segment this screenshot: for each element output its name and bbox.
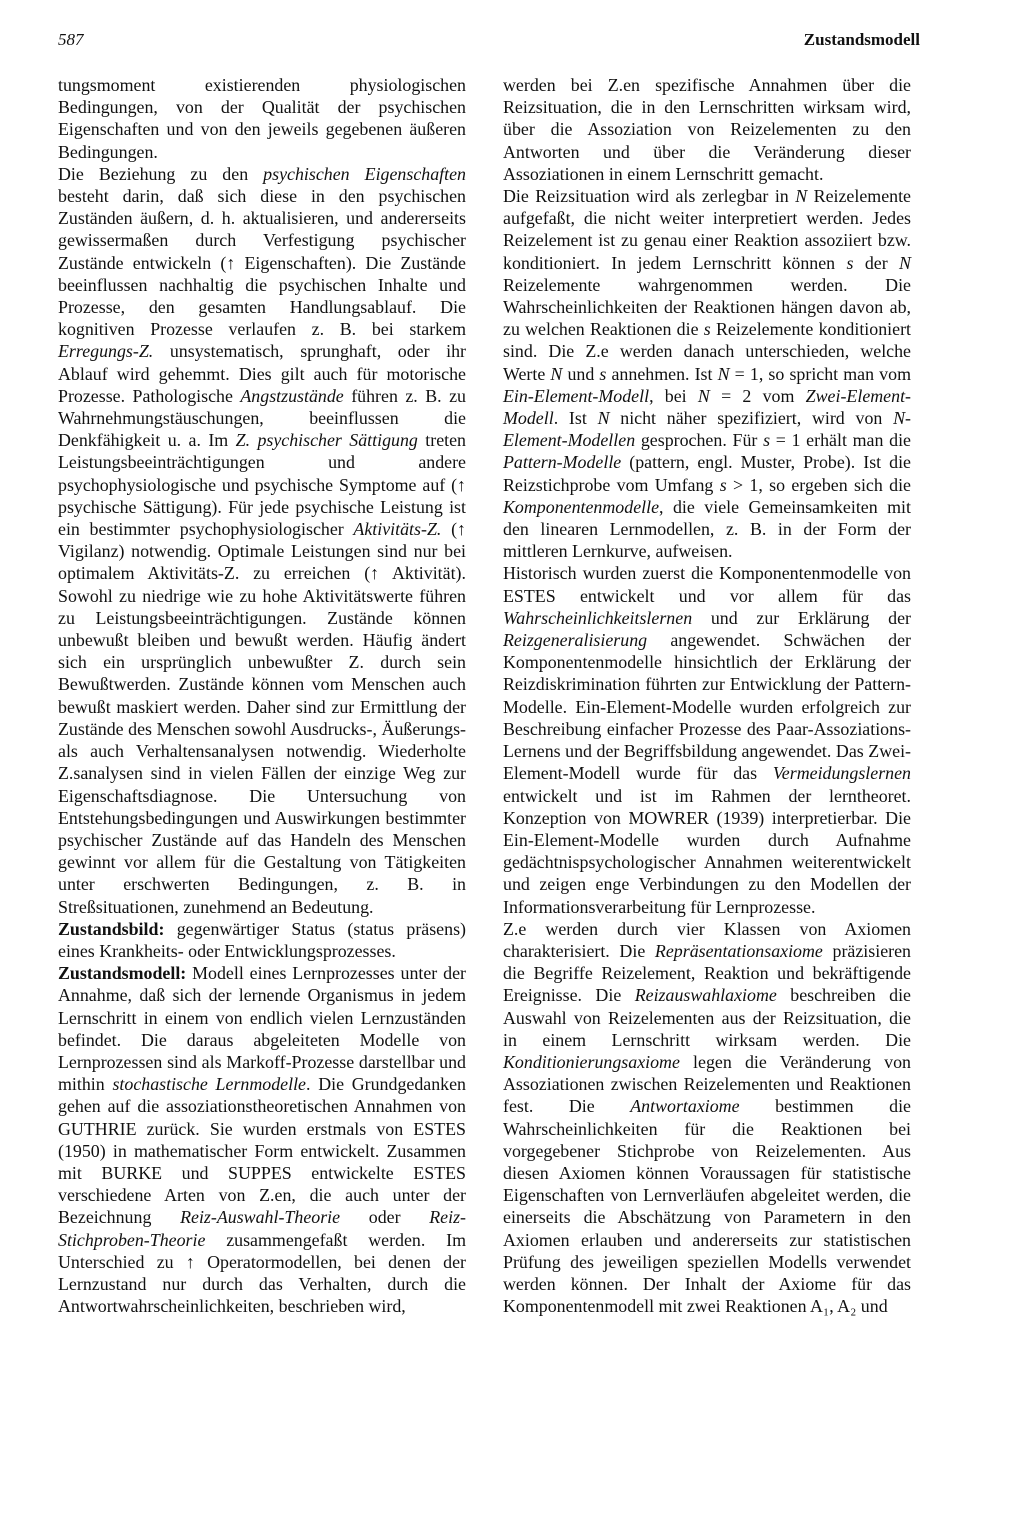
text-run: Modell eines Lernprozesses unter der Annahme, daß sich der lernende Organismus in jedem Lernschritt in einem von endlich vielen Lernzuständen befindet. Die daraus abgeleiteten Modelle von Lernprozessen sind als Markoff-Prozesse darstellbar und mithin (58, 963, 466, 1095)
text-run: gesprochen. Für (635, 430, 764, 451)
italic-term: s (719, 474, 727, 495)
paragraph (503, 185, 911, 562)
paragraph (503, 918, 911, 1318)
page-number: 587 (58, 30, 84, 49)
text-run: und (562, 363, 600, 384)
text-run: führen z. B. zu Wahrnehmungstäuschungen, beeinflussen die Denkfähigkeit u. a. Im (58, 385, 466, 451)
italic-term: Angstzustände (240, 385, 344, 406)
text-run: Reizelemente konditioniert sind. Die Z.e werden danach unterschieden, welche Werte (503, 319, 911, 384)
text-run: Reizelemente wahrgenommen werden. Die Wahrscheinlichkeiten der Reaktionen hängen davon ab, zu welchen Reaktionen die (503, 274, 911, 340)
italic-term: Aktivitäts-Z. (353, 519, 442, 540)
text-run: Die Beziehung zu den (58, 163, 264, 184)
text-run: = 1, so spricht man vom (729, 363, 911, 384)
text-run: Reizelemente aufgefaßt, die nicht weiter interpretiert werden. Jedes Reizelement ist zu genau einer Reaktion assoziiert bzw. konditioniert. In jedem Lernschritt können (503, 186, 911, 273)
text-run: oder (340, 1207, 430, 1228)
text-run: = 1 erhält man die (770, 430, 911, 451)
text-run: = 2 vom (709, 385, 806, 406)
entry-zustandsbild (58, 918, 466, 962)
paragraph (503, 562, 911, 917)
text-run: treten Leistungsbeeinträchtigungen und andere psychophysiologische und psychische Symptome auf (↑ psychische Sättigung). Für jede psychische Leistung ist ein bestimmter psychophysiologischer (58, 430, 466, 540)
italic-term: Antwortaxiome (630, 1096, 740, 1117)
italic-term: stochastische Lernmodelle (112, 1074, 306, 1095)
entry-zustandsmodell (58, 962, 466, 1317)
italic-term: Komponentenmodelle (503, 496, 660, 517)
italic-term: N (550, 363, 563, 384)
italic-term: Z. psychischer Sättigung (235, 430, 418, 451)
right-column (503, 74, 911, 1317)
italic-term: Reizauswahlaxiome (634, 985, 777, 1006)
text-run: > 1, so ergeben sich die (726, 474, 911, 495)
italic-term: s (846, 252, 854, 273)
italic-term: N (899, 252, 911, 273)
italic-term: Reiz-Stichproben-Theorie (58, 1207, 466, 1250)
text-run: gegenwärtiger Status (status präsens) eines Krankheits- oder Entwicklungsprozesses. (58, 918, 466, 961)
italic-term: N-Element-Modellen (503, 408, 911, 451)
italic-term: Pattern-Modelle (503, 452, 622, 473)
text-run: präzisieren die Begriffe Reizelement, Reaktion und bekräftigende Ereignisse. Die (503, 940, 911, 1006)
paragraph (503, 74, 911, 185)
text-run: Z.e werden durch vier Klassen von Axiomen charakterisiert. Die (503, 918, 911, 961)
headword: Zustandsmodell: (58, 963, 187, 984)
italic-term: N (697, 385, 710, 406)
italic-term: s (703, 319, 711, 340)
italic-term: N (795, 186, 808, 207)
italic-term: N (717, 363, 730, 384)
text-run: unsystematisch, sprunghaft, oder ihr Ablauf wird gehemmt. Dies gilt auch für motorische Prozesse. Pathologische (58, 341, 466, 406)
italic-term: Erregungs-Z. (58, 341, 154, 362)
text-run: . Die Grundgedanken gehen auf die assoziationstheoretischen Annahmen von GUTHRIE zurück. Sie wurden erstmals von ESTES (1950) in mathematischer Form entwickelt. Zusammen mit BURKE und SUPPES entwickelte ESTES verschiedene Arten von Z.en, die auch unter der Bezeichnung (58, 1074, 466, 1228)
italic-term: Reizgeneralisierung (503, 630, 648, 651)
text-run: der (853, 252, 900, 273)
italic-term: N (597, 408, 610, 429)
italic-term: Zwei-Element-Modell (503, 385, 911, 429)
text-run: . Ist (553, 408, 598, 429)
text-run: angewendet. Schwächen der Komponentenmodelle hinsichtlich der Erklärung der Reizdiskrimination führten zur Entwicklung der Pattern-Modelle. Ein-Element-Modelle wurden erfolgreich zur Beschreibung einfacher Prozesse des Paar-Assoziations-Lernens und der Begriffsbildung angewendet. Das Zwei-Element-Modell wurde für das (503, 630, 911, 784)
text-run: zusammengefaßt werden. Im Unterschied zu ↑ Operatormodellen, bei denen der Lernzustand nur durch das Verhalten, durch die Antwortwahrscheinlichkeiten, beschrieben wird, (58, 1229, 466, 1317)
text-run: nicht näher spezifiziert, wird von (609, 408, 894, 429)
italic-term: s (763, 430, 771, 451)
text-run: entwickelt und ist im Rahmen der lerntheoret. Konzeption von MOWRER (1939) interpretierbar. Die Ein-Element-Modelle wurden durch Aufnahme gedächtnispsychologischer Annahmen weiterentwickelt und zeigen enge Verbindungen zu den Modellen der Informationsverarbeitung für Lernprozesse. (503, 785, 911, 917)
italic-term: Vermeidungslernen (772, 763, 911, 784)
text-run: besteht darin, daß sich diese in den psychischen Zuständen äußern, d. h. aktualisieren, und andererseits gewissermaßen durch Verfestigung psychischer Zustände entwickeln (↑ Eigenschaften). Die Zustände beeinflussen nachhaltig die psychischen Inhalte und Prozesse, den gesamten Handlungsablauf. Die kognitiven Prozesse verlaufen z. B. bei starkem (58, 186, 466, 340)
text-run: werden bei Z.en spezifische Annahmen über die Reizsituation, die in den Lernschritten wirksam wird, über die Assoziation von Reizelementen zu den Antworten und über die Veränderung dieser Assoziationen in einem Lernschritt gemacht. (503, 75, 911, 184)
headword: Zustandsbild: (58, 918, 165, 939)
text-run: , die viele Gemeinsamkeiten mit den linearen Lernmodellen, z. B. in der Form der mittleren Lernkurve, aufweisen. (503, 496, 911, 562)
italic-term: psychischen Eigenschaften (263, 163, 466, 184)
italic-term: Ein-Element-Modell (503, 385, 650, 406)
italic-term: Reiz-Auswahl-Theorie (180, 1207, 341, 1228)
italic-term: s (599, 363, 607, 384)
italic-term: Repräsentationsaxiome (654, 940, 823, 961)
text-run: annehmen. Ist (606, 363, 718, 384)
text-run: (↑ Vigilanz) notwendig. Optimale Leistungen sind nur bei optimalem Aktivitäts-Z. zu erreichen (↑ Aktivität). Sowohl zu niedrige wie zu hohe Aktivitätswerte führen zu Leistungsbeeinträchtigungen. Zustände können unbewußt bleiben und bewußt werden. Häufig ändert sich ein ursprünglich unbewußter Z. durch sein Bewußtwerden. Zustände können vom Menschen auch bewußt maskiert werden. Daher sind zur Ermittlung der Zustände des Menschen sowohl Ausdrucks-, Äußerungs- als auch Verhaltensanalysen notwendig. Wiederholte Z.sanalysen sind in vielen Fällen der einzige Weg zur Eigenschaftsdiagnose. Die Untersuchung von Entstehungsbedingungen und Auswirkungen bestimmter psychischer Zustände auf das Handeln des Menschen gewinnt vor allem für die Gestaltung von Tätigkeiten unter erschwerten Bedingungen, z. B. in Streßsituationen, zunehmend an Bedeutung. (58, 519, 466, 917)
text-run: , bei (649, 385, 698, 406)
text-run: Historisch wurden zuerst die Komponentenmodelle von ESTES entwickelt und vor allem für das (503, 563, 911, 606)
text-run: bestimmen die Wahrscheinlichkeiten für die Reaktionen bei vorgegebener Stichprobe von Reizelementen. Aus diesen Axiomen können Voraussagen für statistische Eigenschaften von Lernverläufen abgeleitet werden, die einerseits die Abschätzung von Parametern in den Axiomen erlauben und andererseits zur statistischen Prüfung des jeweiligen speziellen Modells verwendet werden können. Der Inhalt der Axiome für das Komponentenmodell mit zwei Reaktionen A₁, A₂ und (503, 1096, 911, 1317)
text-run: legen die Veränderung von Assoziationen zwischen Reizelementen und Reaktionen fest. Die (503, 1051, 911, 1117)
text-run: Die Reizsituation wird als zerlegbar in (503, 186, 796, 207)
text-run: tungsmoment existierenden physiologischen Bedingungen, von der Qualität der psychischen Eigenschaften und von den jeweils gegebenen äußeren Bedingungen. (58, 75, 466, 162)
italic-term: Konditionierungsaxiome (503, 1051, 680, 1072)
page-header (58, 30, 920, 56)
paragraph (58, 163, 466, 918)
italic-term: Wahrscheinlichkeitslernen (503, 607, 693, 628)
text-run: und zur Erklärung der (692, 607, 911, 628)
text-run: beschreiben die Auswahl von Reizelementen aus der Reizsituation, die in einem Lernschritt wirksam werden. Die (503, 985, 911, 1050)
paragraph (58, 74, 466, 163)
text-run: (pattern, engl. Muster, Probe). Ist die Reizstichprobe vom Umfang (503, 452, 911, 495)
left-column (58, 74, 466, 1317)
running-head: Zustandsmodell (803, 30, 920, 49)
